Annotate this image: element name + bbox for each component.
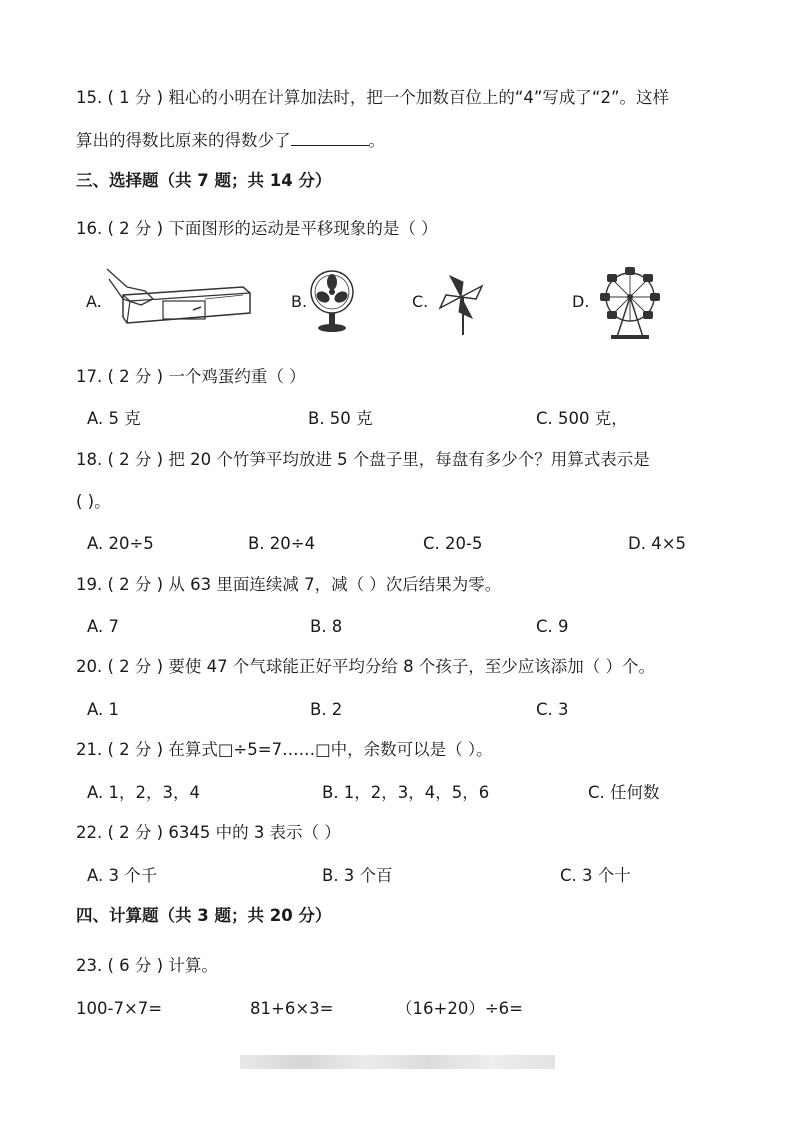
q23-item-2: 81+6×3= xyxy=(250,999,334,1018)
section-heading-calculation: 四、计算题（共 3 题；共 20 分） xyxy=(76,906,332,925)
q23-item-3: （16+20）÷6= xyxy=(396,999,523,1018)
section-heading-choice: 三、选择题（共 7 题；共 14 分） xyxy=(76,171,332,190)
q18-option-d: D. 4×5 xyxy=(628,534,687,553)
q21-option-a: A. 1，2，3，4 xyxy=(87,783,200,802)
q21-stem: 21. ( 2 分 ) 在算式□÷5=7……□中，余数可以是（ ）。 xyxy=(76,740,493,759)
q18-option-a: A. 20÷5 xyxy=(87,534,154,553)
q15-line2-end: 。 xyxy=(368,131,385,150)
electric-fan-icon xyxy=(307,268,357,334)
q16-option-b-label: B. xyxy=(291,292,308,311)
q17-option-c: C. 500 克， xyxy=(536,409,628,428)
pinwheel-icon xyxy=(436,272,486,336)
q19-option-b: B. 8 xyxy=(310,617,343,636)
q22-option-a: A. 3 个千 xyxy=(87,866,158,885)
q17-option-b: B. 50 克 xyxy=(308,409,373,428)
q20-option-b: B. 2 xyxy=(310,700,343,719)
q16-option-d-label: D. xyxy=(572,292,590,311)
q20-option-a: A. 1 xyxy=(87,700,119,719)
q15-line2 xyxy=(76,129,385,152)
q20-stem: 20. ( 2 分 ) 要使 47 个气球能正好平均分给 8 个孩子，至少应该添加（ ）个。 xyxy=(76,657,656,676)
q17-option-a: A. 5 克 xyxy=(87,409,141,428)
q22-option-c: C. 3 个十 xyxy=(560,866,631,885)
answer-blank xyxy=(291,129,369,146)
q16-option-c-label: C. xyxy=(412,292,429,311)
q23-item-1: 100-7×7= xyxy=(76,999,163,1018)
q20-option-c: C. 3 xyxy=(536,700,569,719)
q19-stem: 19. ( 2 分 ) 从 63 里面连续减 7，减（ ）次后结果为零。 xyxy=(76,575,502,594)
blurred-footer-watermark xyxy=(240,1055,555,1069)
q18-stem-line1: 18. ( 2 分 ) 把 20 个竹笋平均放进 5 个盘子里，每盘有多少个？用算式表示是 xyxy=(76,450,650,469)
q16-option-a-label: A. xyxy=(86,292,102,311)
q15-line1: 15. ( 1 分 ) 粗心的小明在计算加法时，把一个加数百位上的“4”写成了“2”。这样 xyxy=(76,88,670,107)
q17-stem: 17. ( 2 分 ) 一个鸡蛋约重（ ） xyxy=(76,367,306,386)
q22-stem: 22. ( 2 分 ) 6345 中的 3 表示（ ） xyxy=(76,823,341,842)
q23-stem: 23. ( 6 分 ) 计算。 xyxy=(76,956,218,975)
drawer-push-icon xyxy=(105,265,253,327)
q22-option-b: B. 3 个百 xyxy=(322,866,393,885)
q18-option-c: C. 20-5 xyxy=(423,534,483,553)
q21-option-b: B. 1，2，3，4，5，6 xyxy=(322,783,490,802)
q18-stem-line2: ( )。 xyxy=(76,492,111,511)
q16-stem: 16. ( 2 分 ) 下面图形的运动是平移现象的是（ ） xyxy=(76,219,438,238)
q19-option-c: C. 9 xyxy=(536,617,569,636)
q19-option-a: A. 7 xyxy=(87,617,119,636)
ferris-wheel-icon xyxy=(597,265,663,341)
q18-option-b: B. 20÷4 xyxy=(248,534,316,553)
q15-line2-text: 算出的得数比原来的得数少了 xyxy=(76,131,291,150)
q21-option-c: C. 任何数 xyxy=(588,783,660,802)
